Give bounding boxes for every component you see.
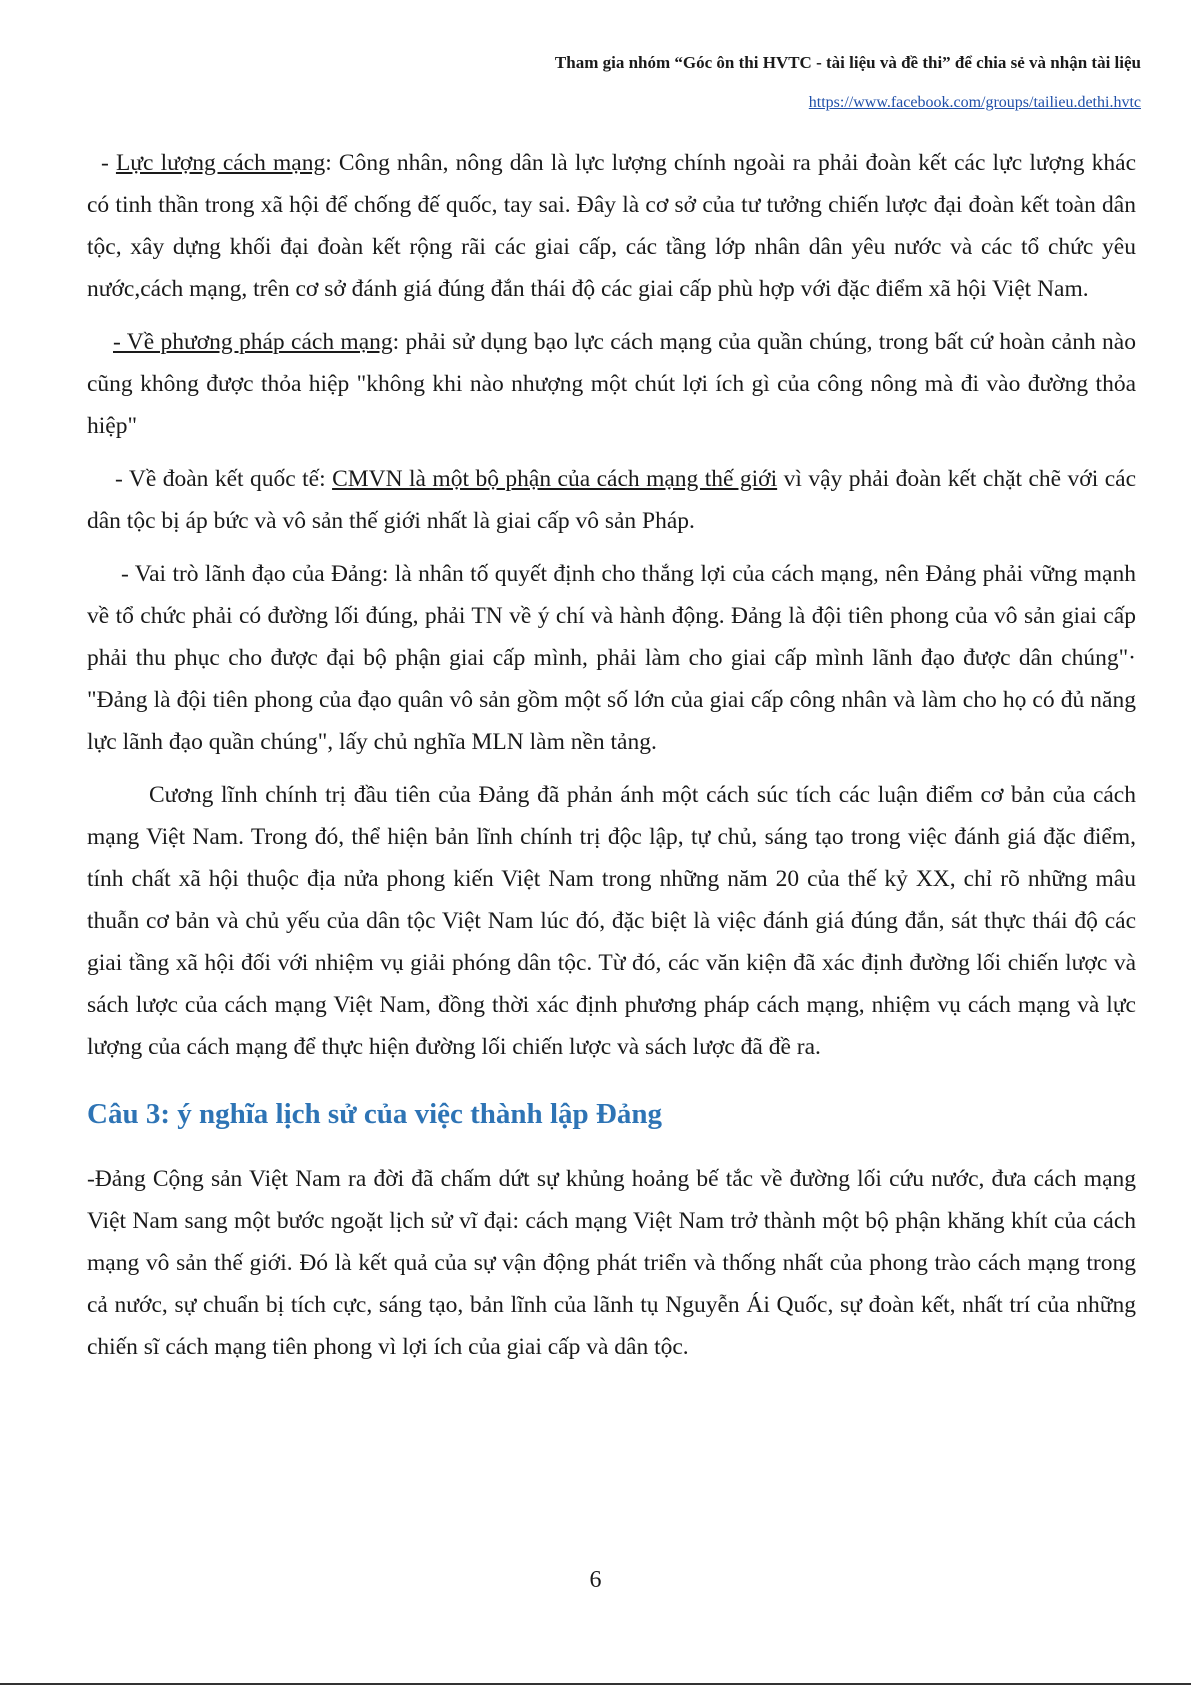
- underlined-term: - Về phương pháp cách mạng: [113, 329, 393, 355]
- facebook-group-link[interactable]: https://www.facebook.com/groups/tailieu.dethi.hvtc: [808, 94, 1141, 111]
- paragraph-historical-significance: -Đảng Cộng sản Việt Nam ra đời đã chấm dứt sự khủng hoảng bế tắc về đường lối cứu nước, đưa cách mạng Việt Nam sang một bước ngoặt lịch sử vĩ đại: cách mạng Việt Nam trở thành một bộ phận khăng khít của cách mạng vô sản thế giới. Đó là kết quả của sự vận động phát triển và thống nhất của phong trào cách mạng trong cả nước, sự chuẩn bị tích cực, sáng tạo, bản lĩnh của lãnh tụ Nguyễn Ái Quốc, sự đoàn kết, nhất trí của những chiến sĩ cách mạng tiên phong vì lợi ích của giai cấp và dân tộc.: [87, 1166, 1136, 1360]
- document-body: [87, 142, 1136, 1368]
- section-heading: Câu 3: ý nghĩa lịch sử của việc thành lập Đảng: [87, 1098, 662, 1130]
- paragraph-revolutionary-method: [87, 321, 1136, 447]
- paragraph-prefix: -: [101, 150, 116, 176]
- underlined-term: Lực lượng cách mạng: [115, 150, 326, 176]
- paragraph-text: vì vậy phải đoàn kết chặt chẽ với các dân tộc bị áp bức và vô sản thế giới nhất là giai cấp vô sản Pháp.: [87, 466, 1136, 534]
- header-title: Tham gia nhóm “Góc ôn thi HVTC - tài liệu và đề thi” để chia sẻ và nhận tài liệu: [554, 53, 1141, 72]
- paragraph-political-platform: Cương lĩnh chính trị đầu tiên của Đảng đã phản ánh một cách súc tích các luận điểm cơ bản của cách mạng Việt Nam. Trong đó, thể hiện bản lĩnh chính trị độc lập, tự chủ, sáng tạo trong việc đánh giá đặc điểm, tính chất xã hội thuộc địa nửa phong kiến Việt Nam trong những năm 20 của thế kỷ XX, chỉ rõ những mâu thuẫn cơ bản và chủ yếu của dân tộc Việt Nam lúc đó, đặc biệt là việc đánh giá đúng đắn, sát thực thái độ các giai tầng xã hội đối với nhiệm vụ giải phóng dân tộc. Từ đó, các văn kiện đã xác định đường lối chiến lược và sách lược của cách mạng Việt Nam, đồng thời xác định phương pháp cách mạng, nhiệm vụ cách mạng và lực lượng của cách mạng để thực hiện đường lối chiến lược và sách lược đã đề ra.: [87, 782, 1136, 1060]
- page-header: [555, 52, 1141, 114]
- paragraph-revolutionary-forces: [87, 142, 1136, 310]
- paragraph-party-leadership: - Vai trò lãnh đạo của Đảng: là nhân tố quyết định cho thắng lợi của cách mạng, nên Đảng phải vững mạnh về tổ chức phải có đường lối đúng, phải TN về ý chí và hành động. Đảng là đội tiên phong của vô sản giai cấp phải thu phục cho được đại bộ phận giai cấp mình, phải làm cho giai cấp mình lãnh đạo được dân chúng"· "Đảng là đội tiên phong của đạo quân vô sản gồm một số lớn của giai cấp công nhân và làm cho họ có đủ năng lực lãnh đạo quần chúng", lấy chủ nghĩa MLN làm nền tảng.: [87, 561, 1136, 755]
- paragraph-text: : Công nhân, nông dân là lực lượng chính ngoài ra phải đoàn kết các lực lượng khác có tinh thần trong xã hội để chống đế quốc, tay sai. Đây là cơ sở của tư tưởng chiến lược đại đoàn kết toàn dân tộc, xây dựng khối đại đoàn kết rộng rãi các giai cấp, các tầng lớp nhân dân yêu nước và các tổ chức yêu nước,cách mạng, trên cơ sở đánh giá đúng đắn thái độ các giai cấp phù hợp với đặc điểm xã hội Việt Nam.: [87, 150, 1137, 302]
- paragraph-international-solidarity: [87, 458, 1136, 542]
- paragraph-prefix: - Về đoàn kết quốc tế:: [115, 466, 333, 492]
- paragraph-text: : phải sử dụng bạo lực cách mạng của quần chúng, trong bất cứ hoàn cảnh nào cũng không được thỏa hiệp "không khi nào nhượng một chút lợi ích gì của công nông mà đi vào đường thỏa hiệp": [87, 329, 1136, 439]
- page-number: 6: [589, 1567, 602, 1593]
- underlined-term: CMVN là một bộ phận của cách mạng thế giới: [332, 466, 778, 492]
